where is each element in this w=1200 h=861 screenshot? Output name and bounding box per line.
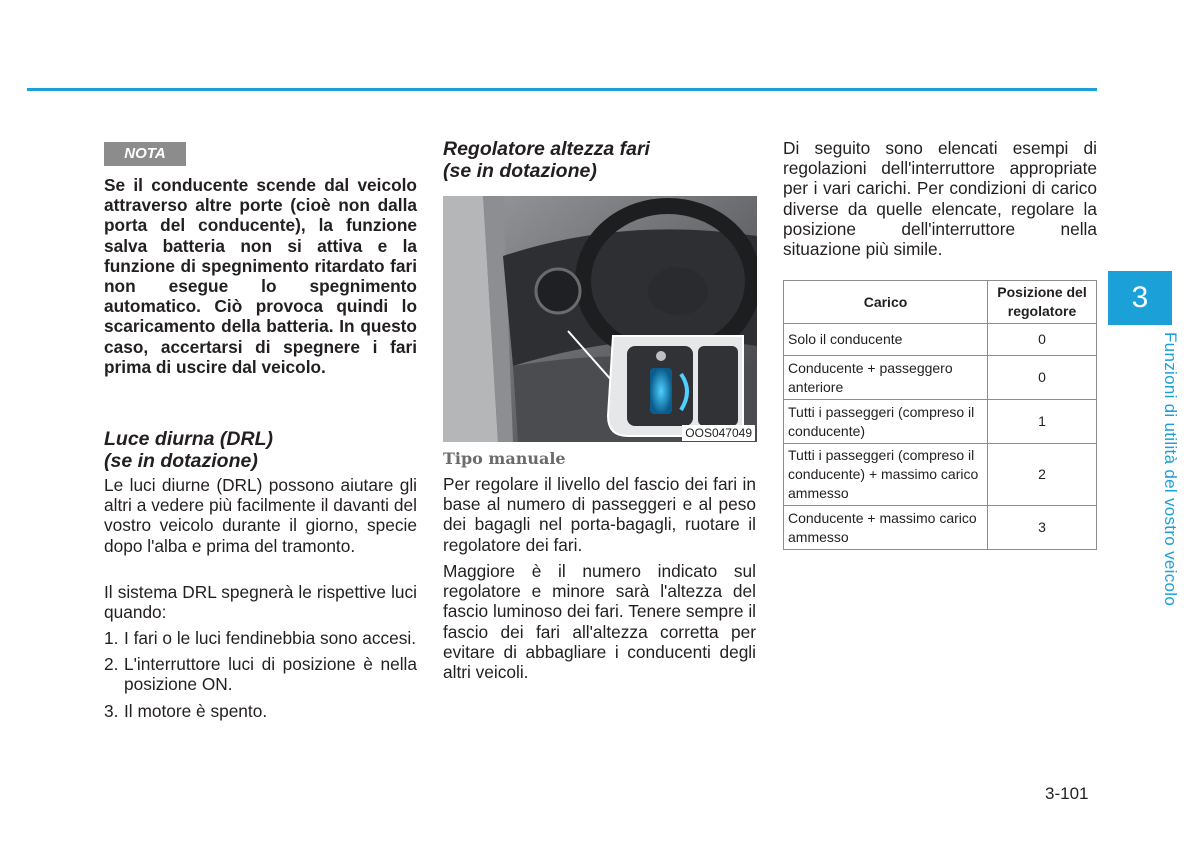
cell-carico: Solo il conducente — [784, 324, 988, 356]
header-carico: Carico — [784, 281, 988, 324]
table-row — [784, 324, 1097, 356]
subheading-tipo-manuale: Tipo manuale — [443, 449, 566, 468]
regolatore-title-line1: Regolatore altezza fari — [443, 138, 650, 160]
cell-posizione: 2 — [988, 444, 1097, 506]
table-row — [784, 444, 1097, 506]
list-item: 1. I fari o le luci fendinebbia sono accesi. — [104, 628, 417, 648]
regolatore-paragraph-2: Maggiore è il numero indicato sul regolatore e minore sarà l'altezza del fascio luminoso dei fari. Tenere sempre il fascio dei fari all'altezza corretta per evitare di abbagliare i conducenti degli altri veicoli. — [443, 561, 756, 683]
header-posizione: Posizione del regolatore — [988, 281, 1097, 324]
load-intro-paragraph: Di seguito sono elencati esempi di regolazioni dell'interruttore appropriate per i vari carichi. Per condizioni di carico diverse da quelle elencate, regolare la posizione dell'interruttore nella situazione più simile. — [783, 138, 1097, 260]
cell-posizione: 1 — [988, 400, 1097, 444]
load-settings-table — [783, 280, 1097, 550]
cell-carico: Tutti i passeggeri (compreso il conducente) + massimo carico ammesso — [784, 444, 988, 506]
dashboard-illustration — [443, 196, 757, 442]
chapter-number-tab: 3 — [1108, 271, 1172, 325]
cell-posizione: 0 — [988, 324, 1097, 356]
drl-title — [104, 428, 273, 472]
regolatore-title — [443, 138, 650, 182]
cell-carico: Conducente + passeggero anteriore — [784, 356, 988, 400]
cell-carico: Tutti i passeggeri (compreso il conducente) — [784, 400, 988, 444]
drl-conditions-list — [104, 628, 417, 727]
cell-carico: Conducente + massimo carico ammesso — [784, 506, 988, 550]
table-row — [784, 356, 1097, 400]
table-row — [784, 400, 1097, 444]
list-item: 3. Il motore è spento. — [104, 700, 268, 721]
drl-title-line2: (se in dotazione) — [104, 450, 258, 472]
table-header-row — [784, 281, 1097, 324]
nota-badge: NOTA — [104, 142, 186, 166]
list-item: 2. L'interruttore luci di posizione è nella posizione ON. — [104, 654, 417, 695]
nota-text: Se il conducente scende dal veicolo attraverso altre porte (cioè non dalla porta del conducente), la funzione salva batteria non si attiva e la funzione di spegnimento ritardato fari non esegue lo spegnimento automatico. Ciò provoca quindi lo scaricamento della batteria. In questo caso, accertarsi di spegnere i fari prima di uscire dal veicolo. — [104, 175, 417, 377]
page-number: 3-101 — [1045, 784, 1089, 803]
drl-title-line1: Luce diurna (DRL) — [104, 428, 273, 450]
drl-paragraph-2: Il sistema DRL spegnerà le rispettive luci quando: — [104, 582, 417, 623]
headlamp-leveling-photo — [443, 196, 757, 442]
table-row — [784, 506, 1097, 550]
cell-posizione: 3 — [988, 506, 1097, 550]
cell-posizione: 0 — [988, 356, 1097, 400]
regolatore-paragraph-1: Per regolare il livello del fascio dei fari in base al numero di passeggeri e al peso dei bagagli nel porta-bagagli, ruotare il regolatore dei fari. — [443, 474, 756, 555]
chapter-title-vertical: Funzioni di utilità del vostro veicolo — [1161, 332, 1180, 607]
image-code: OOS047049 — [682, 425, 755, 441]
regolatore-title-line2: (se in dotazione) — [443, 160, 597, 182]
drl-paragraph-1: Le luci diurne (DRL) possono aiutare gli altri a vedere più facilmente il davanti del vostro veicolo durante il giorno, specie dopo l'alba e prima del tramonto. — [104, 475, 417, 556]
header-rule — [27, 88, 1097, 91]
